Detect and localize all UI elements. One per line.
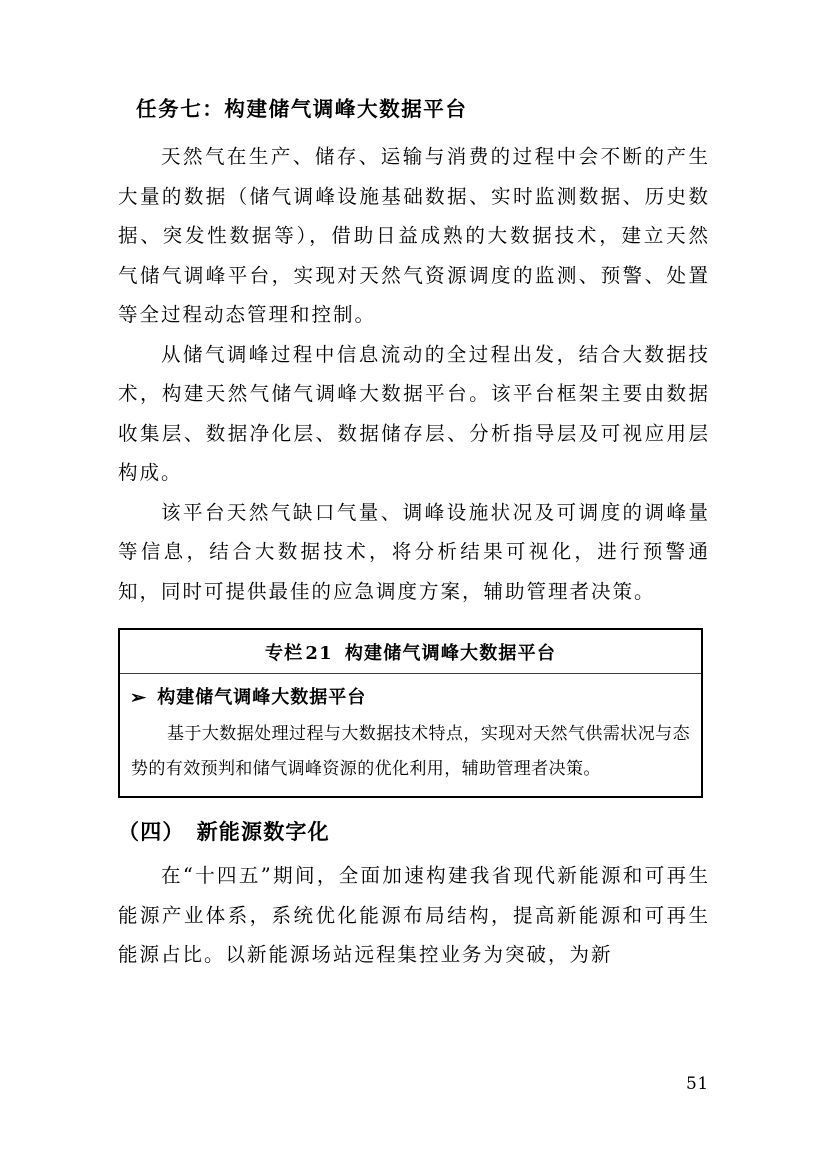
body-paragraph-1: 天然气在生产、储存、运输与消费的过程中会不断的产生大量的数据（储气调峰设施基础数据、实时监测数据、历史数据、突发性数据等），借助日益成熟的大数据技术，建立天然气储气调峰平台，实现对天然气资源调度的监测、预警、处置等全过程动态管理和控制。 xyxy=(118,145,710,326)
arrow-right-icon: ➢ xyxy=(129,688,148,708)
body-paragraph-3: 该平台天然气缺口气量、调峰设施状况及可调度的调峰量等信息，结合大数据技术，将分析结果可视化，进行预警通知，同时可提供最佳的应急调度方案，辅助管理者决策。 xyxy=(118,500,710,603)
callout-title-row xyxy=(120,630,701,674)
section-number: （四） xyxy=(118,819,185,844)
callout-bullet-item xyxy=(131,681,690,715)
page-number: 51 xyxy=(686,1074,709,1094)
section-heading xyxy=(118,814,710,850)
task-heading: 任务七：构建储气调峰大数据平台 xyxy=(136,97,468,121)
callout-number: 21 xyxy=(305,643,333,664)
page-content xyxy=(118,92,710,975)
section-paragraph-1: 在“十四五”期间，全面加速构建我省现代新能源和可再生能源产业体系，系统优化能源布局结构，提高新能源和可再生能源占比。以新能源场站远程集控业务为突破，为新 xyxy=(118,864,710,966)
callout-title-text: 构建储气调峰大数据平台 xyxy=(344,643,557,664)
callout-label: 专栏 xyxy=(264,643,304,664)
callout-body-paragraph: 基于大数据处理过程与大数据技术特点，实现对天然气供需状况与态势的有效预判和储气调峰资源的优化利用，辅助管理者决策。 xyxy=(131,724,690,779)
callout-bullet-label: 构建储气调峰大数据平台 xyxy=(157,687,367,708)
callout-box xyxy=(118,628,703,798)
callout-body xyxy=(120,674,701,796)
body-paragraph-2: 从储气调峰过程中信息流动的全过程出发，结合大数据技术，构建天然气储气调峰大数据平台。该平台框架主要由数据收集层、数据净化层、数据储存层、分析指导层及可视应用层构成。 xyxy=(118,342,710,484)
section-title: 新能源数字化 xyxy=(196,819,330,844)
